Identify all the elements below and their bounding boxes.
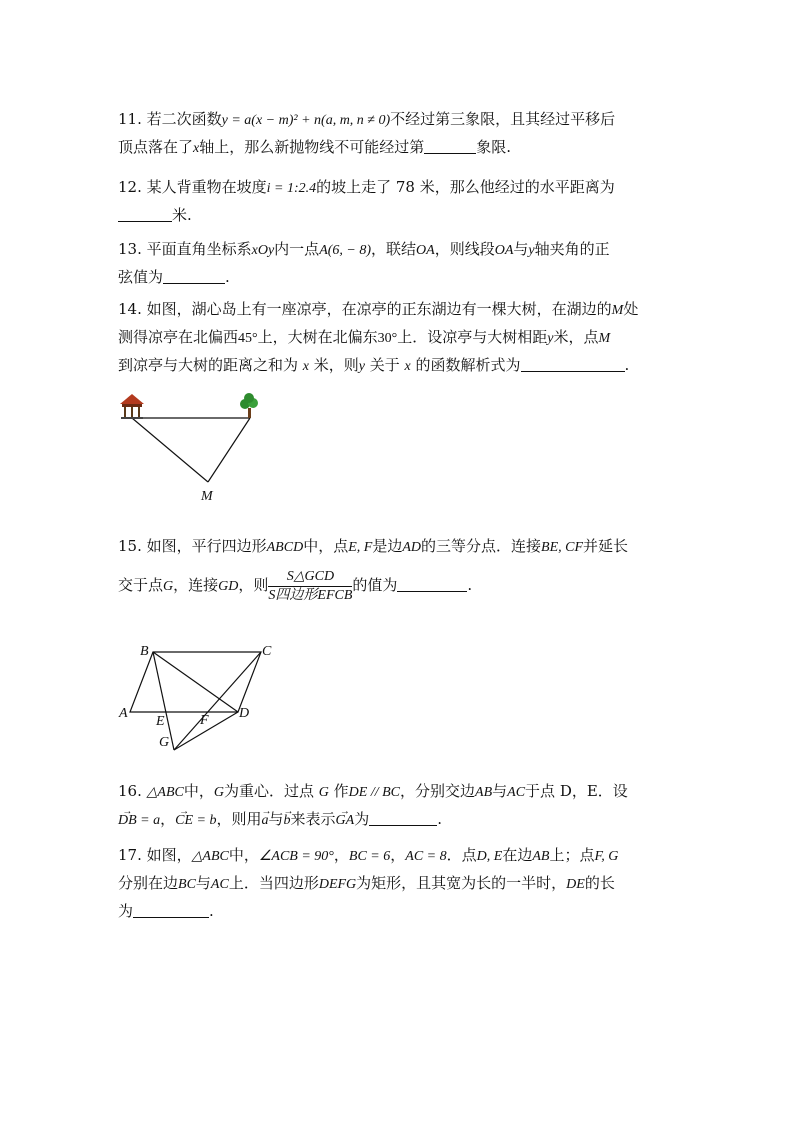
- q17-text: 与: [195, 874, 211, 892]
- q13-text: ，则线段: [434, 240, 495, 258]
- q17-var: ∠ACB = 90°: [258, 849, 334, 864]
- q15-text: 15. 如图，平行四边形: [118, 537, 267, 555]
- area-ratio-fraction: [268, 570, 352, 603]
- line-pavilion-m: [132, 418, 208, 482]
- q15-text: ，则: [238, 576, 269, 594]
- q12-text: 米.: [172, 206, 192, 224]
- q13-var: y: [528, 243, 535, 258]
- label-f: F: [200, 713, 209, 728]
- q15-var: G: [163, 579, 174, 594]
- q14-text: 上．设凉亭与大树相距: [397, 328, 548, 346]
- q16-text: .: [437, 810, 442, 828]
- q14-text: .: [624, 356, 630, 374]
- label-b: B: [140, 644, 149, 659]
- q15-text: ，连接: [173, 576, 219, 594]
- q14-text: 14. 如图，湖心岛上有一座凉亭，在凉亭的正东湖边有一棵大树，在湖边的: [118, 300, 612, 318]
- line-cf-extended: [174, 652, 261, 750]
- line-bd: [153, 652, 238, 712]
- q14-angle: 30°: [377, 331, 398, 346]
- q11-text: 象限.: [476, 138, 512, 156]
- question-14: [118, 296, 678, 380]
- q16-text: 作: [328, 782, 349, 800]
- q16-text: 与: [268, 810, 284, 828]
- q11-formula: y = a(x − m)² + n(a, m, n ≠ 0): [221, 113, 391, 128]
- q16-text: 与: [492, 782, 508, 800]
- q15-text: 的值为: [352, 576, 398, 594]
- question-17: [118, 842, 678, 924]
- q14-var: x: [302, 359, 309, 374]
- q13-text: 轴夹角的正: [534, 240, 610, 258]
- q16-text: ，则用: [216, 810, 262, 828]
- q14-angle: 45°: [238, 331, 258, 346]
- q14-text: 到凉亭与大树的距离之和为: [118, 356, 303, 374]
- q13-point: A(6, − 8): [319, 243, 372, 258]
- q17-text: ，: [390, 846, 406, 864]
- q11-text: 顶点落在了: [118, 138, 194, 156]
- q17-text: ，: [333, 846, 349, 864]
- vector-ga: → GA: [336, 808, 355, 834]
- answer-blank[interactable]: [163, 268, 225, 284]
- q17-text: 上；点: [549, 846, 595, 864]
- q16-var: G: [318, 785, 329, 800]
- q16-var: AC: [507, 785, 526, 800]
- q17-var: BC: [178, 877, 196, 892]
- q16-text: 于点 D，E．设: [525, 782, 628, 800]
- q14-var: y: [547, 331, 554, 346]
- q15-text: 中，点: [303, 537, 349, 555]
- q16-text: 16.: [118, 782, 147, 800]
- question-15: [118, 533, 678, 607]
- q15-var: E, F: [348, 540, 373, 555]
- q13-text: 内一点: [274, 240, 320, 258]
- q16-text: ，: [160, 810, 176, 828]
- q13-text: 13. 平面直角坐标系: [118, 240, 252, 258]
- question-16: [118, 778, 678, 834]
- q17-text: 17. 如图，: [118, 846, 192, 864]
- q13-text: ，联结: [371, 240, 417, 258]
- q11-var: x: [193, 141, 200, 156]
- q17-text: 分别在边: [118, 874, 179, 892]
- q15-text: 交于点: [118, 576, 164, 594]
- q17-var: BC = 6: [348, 849, 391, 864]
- q17-var: D, E: [476, 849, 503, 864]
- q13-var: OA: [494, 243, 514, 258]
- pavilion-icon: [120, 394, 144, 419]
- q14-text: 米，则: [309, 356, 359, 374]
- label-g: G: [159, 735, 170, 750]
- q16-text: 为: [354, 810, 370, 828]
- q14-text: 关于: [365, 356, 405, 374]
- answer-blank[interactable]: [369, 810, 437, 826]
- fraction-denominator: S四边形EFCB: [268, 587, 353, 603]
- vector-a: → a: [262, 808, 269, 834]
- vector-b: → b: [284, 808, 291, 834]
- figure-parallelogram: [116, 638, 286, 754]
- q16-text: 为重心．过点: [223, 782, 319, 800]
- tree-icon: [240, 393, 258, 418]
- q14-var: M: [611, 303, 624, 318]
- question-12: [118, 174, 678, 228]
- label-c: C: [262, 644, 272, 659]
- q15-var: BE, CF: [541, 540, 584, 555]
- q15-text: .: [467, 576, 473, 594]
- q17-var: △ABC: [191, 849, 229, 864]
- q16-var: = b: [193, 813, 217, 828]
- q15-text: 的三等分点．连接: [421, 537, 542, 555]
- q14-text: 上，大树在北偏东: [257, 328, 378, 346]
- q16-var: △ABC: [146, 785, 184, 800]
- label-e: E: [156, 714, 165, 729]
- q17-text: 为: [118, 902, 134, 920]
- q12-formula: i = 1:2.4: [266, 181, 317, 196]
- q15-var: AD: [402, 540, 421, 555]
- figure-lake: [116, 390, 266, 506]
- q15-var: ABCD: [266, 540, 304, 555]
- q17-var: DEFG: [318, 877, 357, 892]
- line-tree-m: [208, 418, 250, 482]
- q15-text: 并延长: [583, 537, 629, 555]
- q13-text: .: [225, 268, 230, 286]
- q16-text: ，分别交边: [400, 782, 476, 800]
- q17-text: 的长: [584, 874, 615, 892]
- q17-var: AB: [532, 849, 550, 864]
- answer-blank[interactable]: [133, 902, 209, 918]
- q16-text: 中，: [183, 782, 214, 800]
- q14-text: 处: [623, 300, 639, 318]
- question-11: [118, 106, 678, 162]
- q16-text: 来表示: [290, 810, 336, 828]
- question-13: [118, 236, 678, 290]
- label-m: M: [201, 489, 213, 504]
- q11-text: 不经过第三象限，且其经过平移后: [390, 110, 616, 128]
- answer-blank[interactable]: [118, 206, 172, 222]
- q15-var: GD: [218, 579, 239, 594]
- q17-text: ．点: [446, 846, 477, 864]
- q17-text: 中，: [228, 846, 259, 864]
- q13-text: 与: [513, 240, 529, 258]
- q17-text: 上．当四边形: [228, 874, 319, 892]
- q17-var: AC = 8: [405, 849, 447, 864]
- fraction-numerator: S△GCD: [268, 570, 352, 587]
- q16-var: AB: [475, 785, 493, 800]
- answer-blank[interactable]: [397, 576, 467, 592]
- q13-var: xOy: [251, 243, 275, 258]
- q14-text: 的函数解析式为: [410, 356, 521, 374]
- q11-text: 轴上，那么新抛物线不可能经过第: [199, 138, 425, 156]
- answer-blank[interactable]: [521, 356, 625, 372]
- q14-var: y: [358, 359, 365, 374]
- q14-var: M: [598, 331, 611, 346]
- q14-var: x: [404, 359, 411, 374]
- label-d: D: [239, 706, 250, 721]
- q13-var: OA: [416, 243, 435, 258]
- q16-var: G: [213, 785, 224, 800]
- q17-var: DE: [566, 877, 585, 892]
- q16-var: DE // BC: [348, 785, 401, 800]
- label-a: A: [119, 706, 128, 721]
- q16-var: = a: [136, 813, 161, 828]
- answer-blank[interactable]: [424, 138, 476, 154]
- vector-ce: → CE: [175, 808, 193, 834]
- q14-text: 米，点: [553, 328, 599, 346]
- q17-text: 在边: [502, 846, 533, 864]
- q17-text: .: [209, 902, 214, 920]
- q11-text: 11. 若二次函数: [118, 110, 222, 128]
- q12-text: 12. 某人背重物在坡度: [118, 178, 267, 196]
- q12-text: 的坡上走了 78 米，那么他经过的水平距离为: [316, 178, 615, 196]
- q13-text: 弦值为: [118, 268, 164, 286]
- q17-var: AC: [210, 877, 229, 892]
- q17-text: 为矩形，且其宽为长的一半时，: [356, 874, 567, 892]
- q15-text: 是边: [372, 537, 403, 555]
- vector-db: → DB: [118, 808, 137, 834]
- q17-var: F, G: [594, 849, 619, 864]
- q14-text: 测得凉亭在北偏西: [118, 328, 239, 346]
